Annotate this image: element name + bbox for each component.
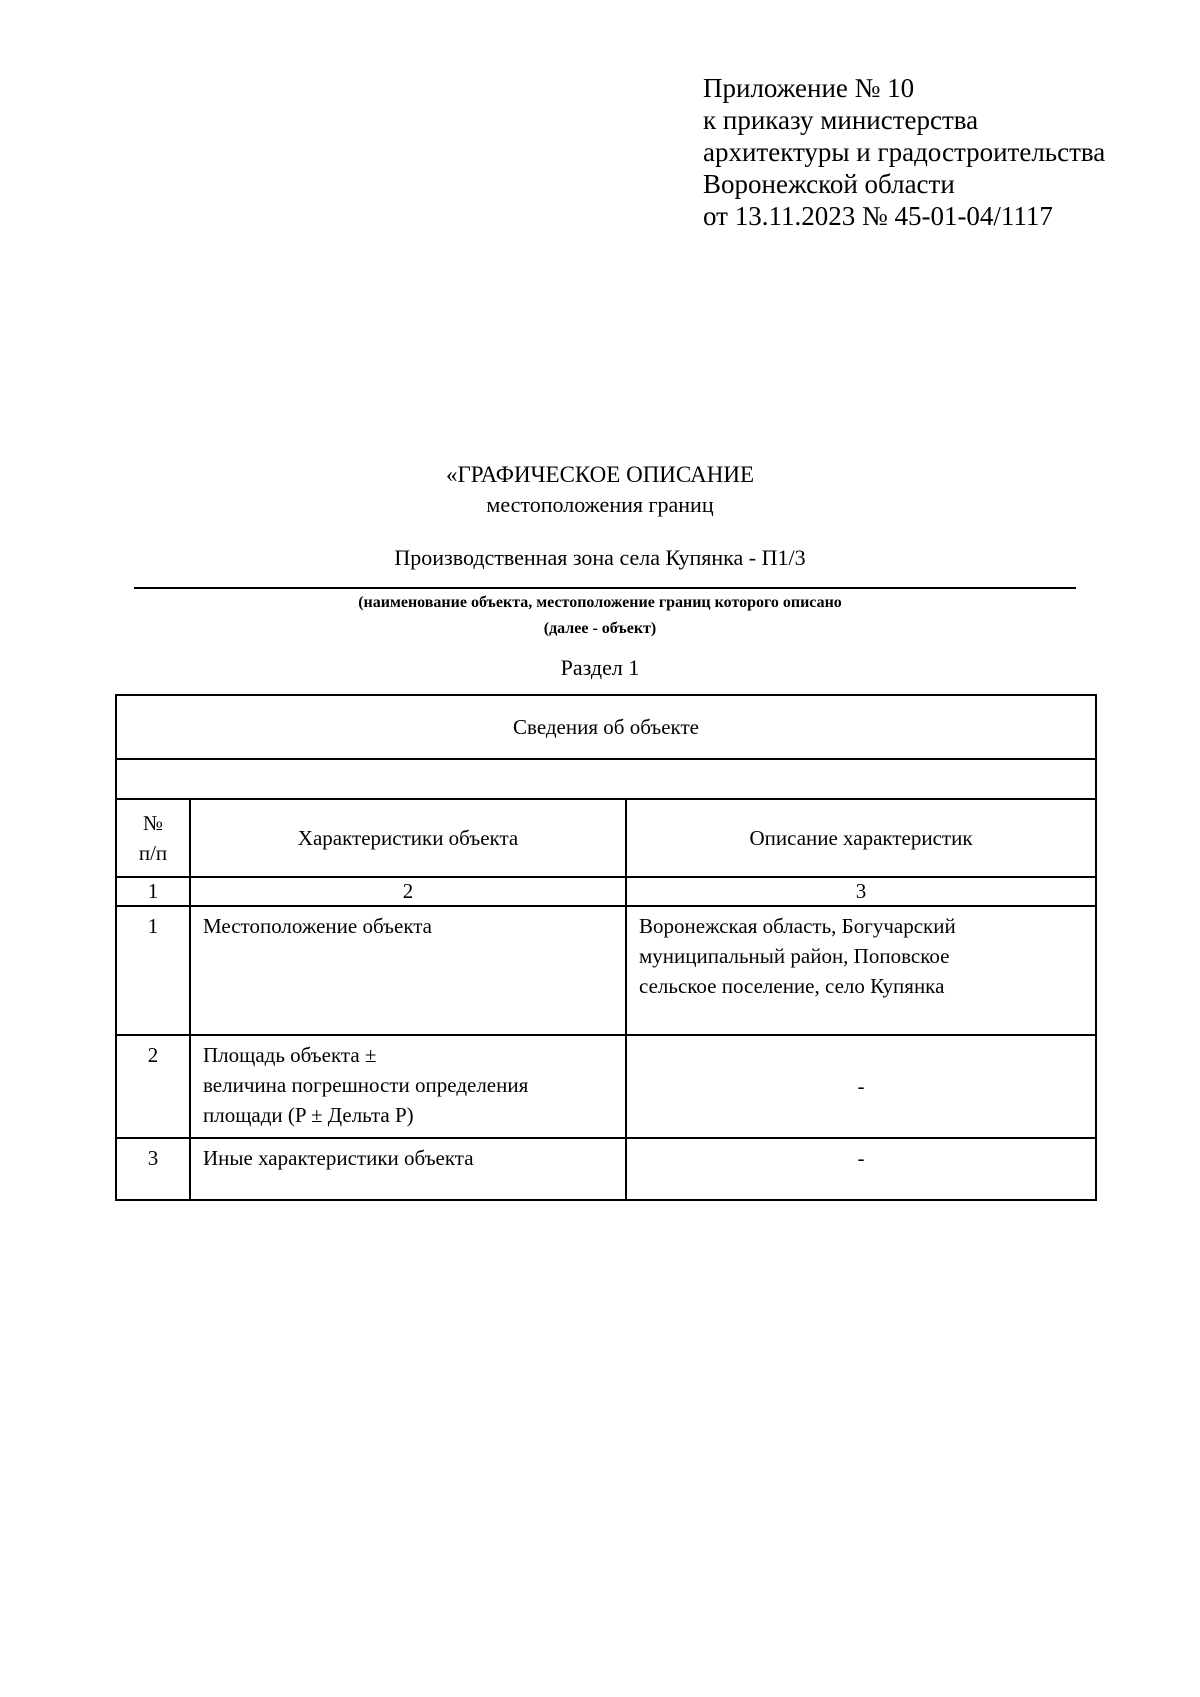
document-title: «ГРАФИЧЕСКОЕ ОПИСАНИЕ	[445, 462, 754, 487]
table-row	[116, 759, 1096, 799]
appendix-line: архитектуры и градостроительства	[703, 137, 1106, 167]
row-index-cell: 3	[116, 1138, 190, 1200]
column-number-cell: 3	[626, 877, 1096, 906]
appendix-line: Приложение № 10	[703, 73, 915, 103]
info-title-cell: Сведения об объекте	[116, 695, 1096, 759]
object-name: Производственная зона села Купянка - П1/3	[394, 545, 806, 570]
description-line: Воронежская область, Богучарский	[639, 914, 956, 938]
characteristic-line: Местоположение объекта	[203, 914, 433, 938]
header-characteristics-cell: Характеристики объекта	[190, 799, 626, 877]
row-index-cell: 1	[116, 906, 190, 1035]
document-subtitle: местоположения границ	[486, 492, 714, 517]
table-row	[116, 906, 1096, 1035]
table-row	[116, 1035, 1096, 1138]
characteristic-line: Площадь объекта ±	[203, 1043, 377, 1067]
table-row	[116, 695, 1096, 759]
characteristic-line: величина погрешности определения	[203, 1073, 529, 1097]
appendix-line: от 13.11.2023 № 45-01-04/1117	[703, 201, 1053, 231]
header-num-line2: п/п	[138, 841, 168, 865]
appendix-line: к приказу министерства	[703, 105, 979, 135]
column-number-cell: 2	[190, 877, 626, 906]
appendix-block	[703, 72, 1105, 232]
row-description-cell: -	[626, 1035, 1096, 1138]
characteristic-line: площади (P ± Дельта P)	[203, 1103, 414, 1127]
column-numbers-row	[116, 877, 1096, 906]
table-row	[116, 1138, 1096, 1200]
appendix-line: Воронежской области	[703, 169, 955, 199]
table-header-row	[116, 799, 1096, 877]
description-line: муниципальный район, Поповское	[639, 944, 950, 968]
empty-cell	[116, 759, 1096, 799]
row-description-cell	[626, 906, 1096, 1035]
object-caption-line1: (наименование объекта, местоположение границ которого описано	[358, 594, 842, 611]
characteristic-line: Иные характеристики объекта	[203, 1146, 474, 1170]
row-characteristic-cell	[190, 1035, 626, 1138]
header-description-cell: Описание характеристик	[626, 799, 1096, 877]
row-index-cell: 2	[116, 1035, 190, 1138]
column-number-cell: 1	[116, 877, 190, 906]
header-num-line1: №	[142, 811, 164, 835]
section-title: Раздел 1	[560, 655, 640, 680]
underline-divider	[134, 587, 1076, 589]
row-characteristic-cell	[190, 1138, 626, 1200]
object-caption-line2: (далее - объект)	[543, 620, 657, 637]
description-line: сельское поселение, село Купянка	[639, 974, 945, 998]
row-description-cell: -	[626, 1138, 1096, 1200]
object-info-table	[115, 694, 1097, 1201]
header-num-cell	[116, 799, 190, 877]
row-characteristic-cell	[190, 906, 626, 1035]
